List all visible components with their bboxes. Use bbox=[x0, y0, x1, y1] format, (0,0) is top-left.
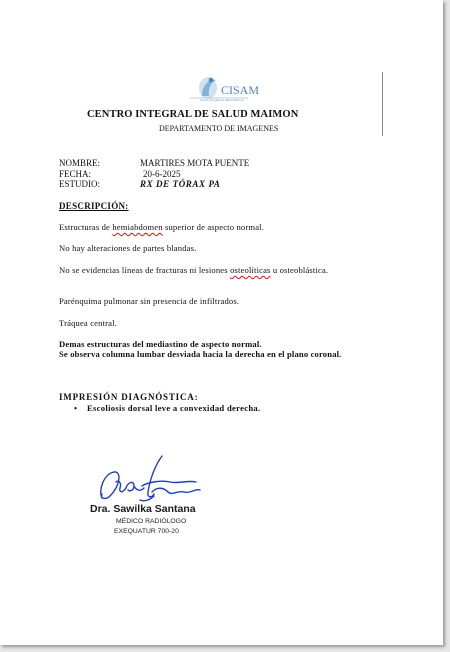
name-row bbox=[59, 158, 249, 169]
study-label: ESTUDIO: bbox=[59, 179, 100, 189]
name-label: NOMBRE: bbox=[59, 158, 101, 168]
finding-paragraph-4: Parénquima pulmonar sin presencia de infiltrados. bbox=[59, 296, 240, 306]
impression-heading: IMPRESIÓN DIAGNÓSTICA: bbox=[59, 392, 199, 402]
finding-text: Estructuras de bbox=[59, 222, 113, 232]
date-label: FECHA: bbox=[59, 168, 92, 179]
signatory-name: Dra. Sawilka Santana bbox=[90, 503, 196, 515]
logo-wordmark: CISAM bbox=[221, 83, 260, 97]
patient-info bbox=[59, 158, 249, 190]
description-heading: DESCRIPCIÓN: bbox=[59, 201, 129, 211]
impression-item: Escoliosis dorsal leve a convexidad derecha. bbox=[87, 403, 261, 413]
center-title: CENTRO INTEGRAL DE SALUD MAIMON bbox=[87, 109, 299, 120]
finding-paragraph-5: Tráquea central. bbox=[59, 318, 117, 328]
date-row bbox=[59, 169, 249, 180]
signatory-title: MÉDICO RADIÓLOGO bbox=[116, 518, 187, 525]
name-value: MARTIRES MOTA PUENTE bbox=[140, 158, 250, 168]
bullet-icon: • bbox=[74, 403, 78, 413]
list-item bbox=[74, 403, 260, 413]
date-value: 20-6-2025 bbox=[143, 168, 181, 179]
department-title: DEPARTAMENTO DE IMAGENES bbox=[159, 124, 279, 133]
finding-paragraph-2: No hay alteraciones de partes blandas. bbox=[59, 243, 197, 253]
finding-paragraph-1 bbox=[59, 222, 379, 232]
handwritten-signature-icon bbox=[92, 452, 204, 506]
finding-paragraph-3 bbox=[59, 265, 344, 275]
study-row bbox=[59, 179, 249, 190]
margin-rule bbox=[382, 72, 383, 136]
impression-list bbox=[74, 403, 260, 413]
logo-subtitle: Centro Integral de Salud Maimon bbox=[200, 98, 245, 102]
finding-text: No se evidencias líneas de fracturas ni lesiones bbox=[59, 265, 231, 275]
spellcheck-word: osteolíticas bbox=[230, 265, 271, 275]
finding-text: Se observa columna lumbar desviada hacia la derecha en el plano coronal. bbox=[59, 349, 342, 359]
spellcheck-word: hemiabdomen bbox=[112, 222, 163, 232]
finding-text: Demas estructuras del mediastino de aspecto normal. bbox=[59, 339, 262, 349]
finding-paragraph-6 bbox=[59, 339, 369, 359]
finding-text: u osteoblástica. bbox=[270, 265, 329, 275]
finding-text: superior de aspecto normal. bbox=[162, 222, 264, 232]
signatory-exequatur: EXEQUATUR 700-20 bbox=[114, 528, 179, 535]
study-value: RX DE TÓRAX PA bbox=[140, 179, 221, 189]
